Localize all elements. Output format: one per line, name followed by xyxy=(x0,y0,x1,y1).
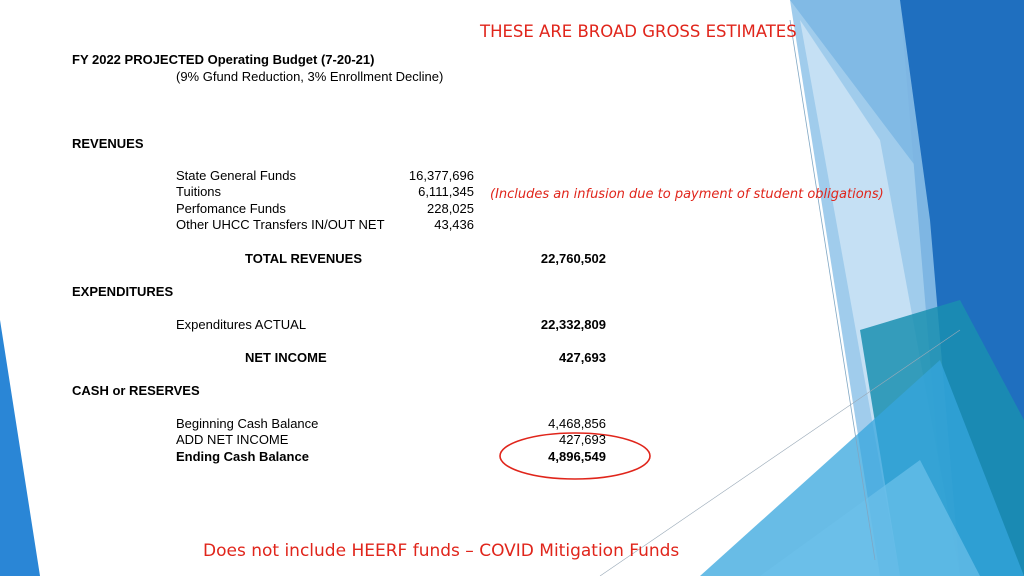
ending-cash-label: Ending Cash Balance xyxy=(176,449,309,464)
add-net-income-label: ADD NET INCOME xyxy=(176,432,289,447)
heerf-footer-note: Does not include HEERF funds – COVID Mitigation Funds xyxy=(203,541,680,561)
page-subtitle: (9% Gfund Reduction, 3% Enrollment Decline) xyxy=(176,69,444,84)
revenue-value: 16,377,696 xyxy=(408,168,474,183)
revenue-label: Other UHCC Transfers IN/OUT NET xyxy=(176,217,385,232)
revenue-label: Perfomance Funds xyxy=(176,201,286,216)
revenue-label: Tuitions xyxy=(176,184,222,199)
total-revenues-label: TOTAL REVENUES xyxy=(245,251,363,266)
net-income-label: NET INCOME xyxy=(245,350,327,365)
net-income-value: 427,693 xyxy=(559,350,606,365)
expenditures-actual-label: Expenditures ACTUAL xyxy=(176,317,307,332)
revenues-heading: REVENUES xyxy=(72,136,144,151)
revenue-value: 228,025 xyxy=(427,201,474,216)
revenue-label: State General Funds xyxy=(176,168,296,183)
cash-reserves-heading: CASH or RESERVES xyxy=(72,383,200,398)
page-title: FY 2022 PROJECTED Operating Budget (7-20-21) xyxy=(72,52,375,67)
ending-cash-value: 4,896,549 xyxy=(548,449,606,464)
expenditures-actual-value: 22,332,809 xyxy=(540,317,606,332)
revenue-value: 43,436 xyxy=(434,217,474,232)
expenditures-heading: EXPENDITURES xyxy=(72,284,174,299)
facet-bottom-left xyxy=(0,320,40,576)
infusion-note: (Includes an infusion due to payment of student obligations) xyxy=(490,187,884,202)
total-revenues-value: 22,760,502 xyxy=(540,251,606,266)
beginning-cash-value: 4,468,856 xyxy=(548,416,606,431)
broad-estimates-note: THESE ARE BROAD GROSS ESTIMATES xyxy=(480,22,797,41)
add-net-income-value: 427,693 xyxy=(559,432,606,447)
revenue-value: 6,111,345 xyxy=(418,184,474,199)
beginning-cash-label: Beginning Cash Balance xyxy=(176,416,319,431)
